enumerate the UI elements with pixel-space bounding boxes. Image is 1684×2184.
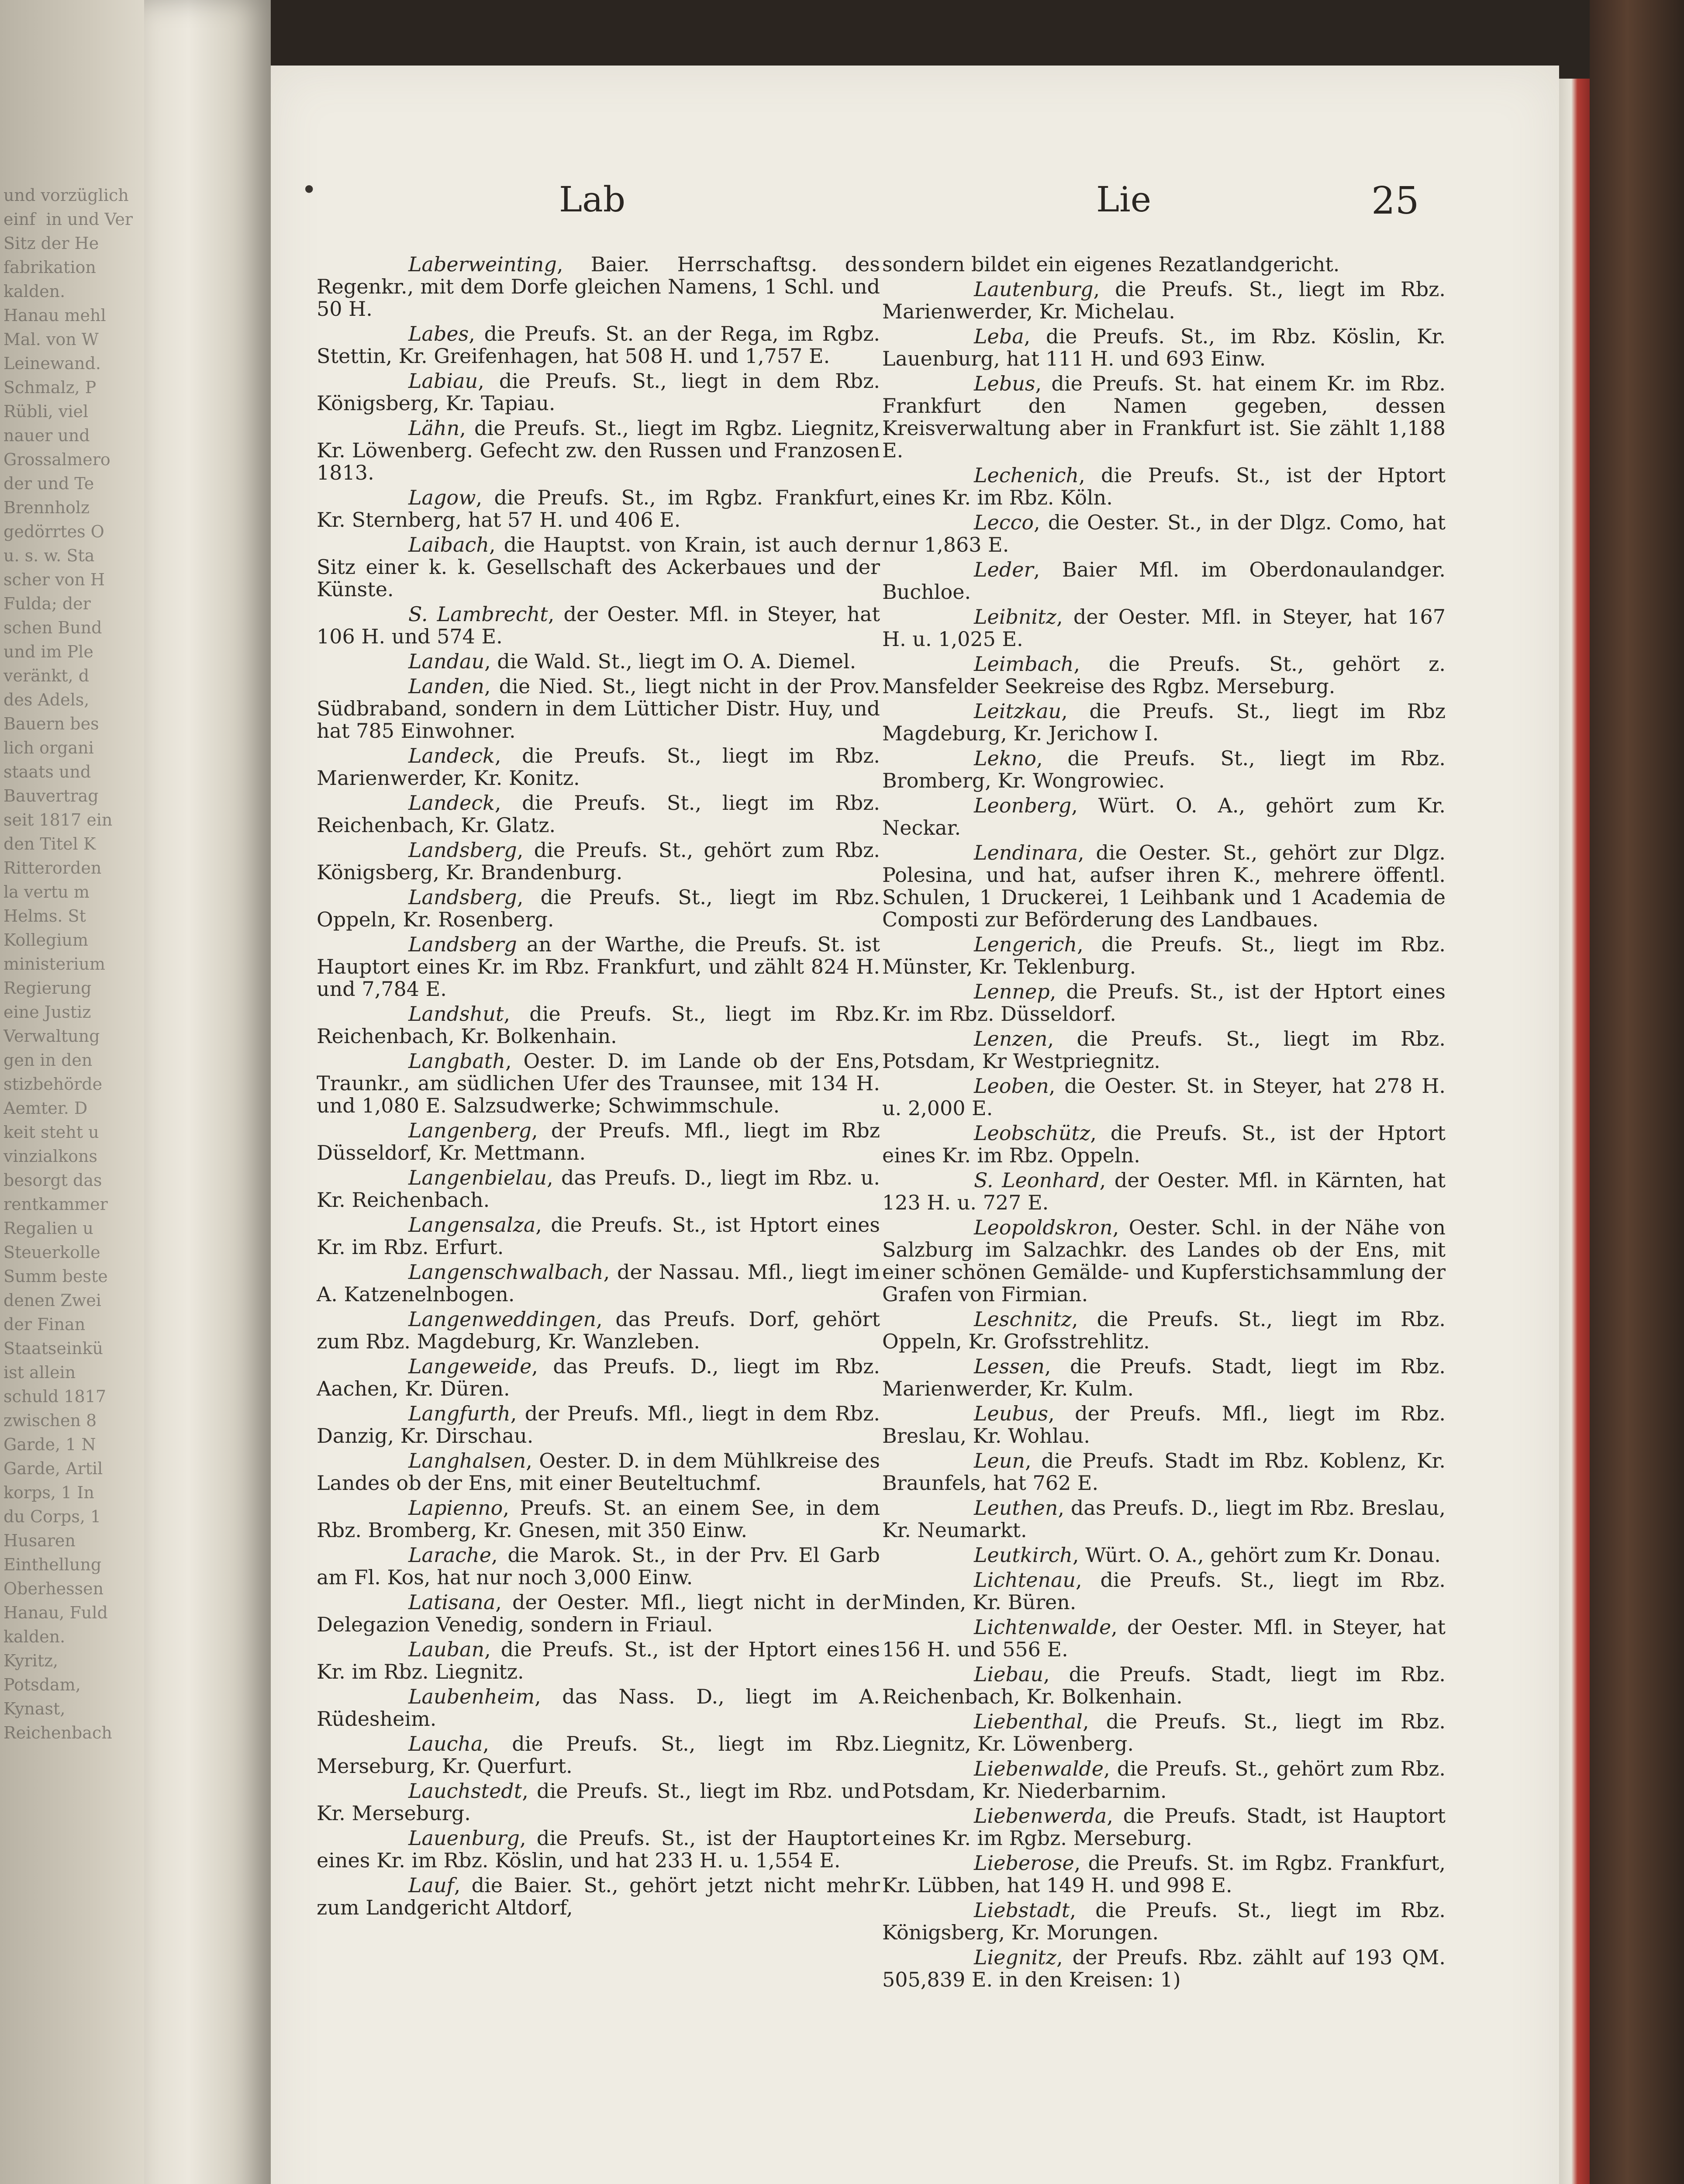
running-head-left: Lab (559, 179, 626, 220)
facing-page-left (0, 0, 166, 2184)
facing-page-line: ist allein (3, 1363, 76, 1382)
entry-text: , das Nass. D., liegt im A. Rüdesheim. (317, 1685, 880, 1731)
dictionary-entry (882, 795, 1446, 839)
entry-headword: Liebstadt (974, 1898, 1070, 1922)
entry-text: , der Oester. Mfl. in Kärnten, hat 123 H. u. 727 E. (882, 1168, 1446, 1214)
facing-page-line: schuld 1817 (3, 1387, 106, 1406)
entry-text: , die Preufs. St., liegt im Rbz. Liegnitz, Kr. Löwenberg. (882, 1710, 1446, 1755)
facing-page-line: u. s. w. Sta (3, 546, 95, 565)
text-column-left (317, 253, 880, 1921)
entry-headword: Langbath (408, 1049, 506, 1073)
entry-text: , die Oester. St. in Steyer, hat 278 H. u. 2,000 E. (882, 1074, 1446, 1120)
entry-text: , das Preufs. D., liegt im Rbz. Aachen, Kr. Düren. (317, 1355, 880, 1400)
dictionary-entry (882, 700, 1446, 745)
entry-headword: Landsberg (408, 933, 517, 956)
entry-text: , die Preufs. St., ist der Hptort eines Kr. im Rbz. Düsseldorf. (882, 980, 1446, 1026)
facing-page-line: scher von H (3, 570, 105, 589)
dictionary-entry (882, 1569, 1446, 1614)
facing-page-line: Verwaltung (3, 1026, 100, 1046)
running-head-right: Lie (1096, 179, 1152, 220)
dictionary-entry (317, 370, 880, 415)
entry-headword: Lapienno (408, 1496, 503, 1520)
entry-text: , die Baier. St., gehört jetzt nicht mehr zum Landgericht Altdorf, (317, 1873, 880, 1919)
entry-text: , Preufs. St. an einem See, in dem Rbz. Bromberg, Kr. Gnesen, mit 350 Einw. (317, 1496, 880, 1542)
dictionary-entry (882, 1216, 1446, 1306)
facing-page-line: Grossalmero (3, 450, 110, 469)
entry-text: , die Preufs. Stadt im Rbz. Koblenz, Kr. Braunfels, hat 762 E. (882, 1449, 1446, 1495)
dictionary-entry (882, 1899, 1446, 1944)
entry-text: , die Preufs. St. an der Rega, im Rgbz. Stettin, Kr. Greifenhagen, hat 508 H. und 1,757 E. (317, 322, 880, 368)
facing-page-line: Schmalz, P (3, 378, 97, 397)
entry-headword: Lennep (974, 980, 1050, 1003)
entry-headword: Landshut (408, 1002, 504, 1026)
entry-headword: Lauenburg (408, 1826, 520, 1850)
facing-page-line: Bauvertrag (3, 786, 99, 805)
entry-text: , die Preufs. St. hat einem Kr. im Rbz. Frankfurt den Namen gegeben, dessen Kreisverwaltung aber in Frankfurt ist. Sie zählt 1,188 E. (882, 372, 1446, 462)
dictionary-entry (882, 1711, 1446, 1755)
facing-page-line: keit steht u (3, 1123, 99, 1142)
entry-headword: Leitzkau (974, 699, 1062, 723)
dictionary-entry (317, 792, 880, 836)
dictionary-entry (882, 1355, 1446, 1400)
entry-text: , Oester. D. im Lande ob der Ens, Traunkr., am südlichen Ufer des Traunsee, mit 134 H. und 1,080 E. Salzsudwerke; Schwimmschule. (317, 1049, 880, 1117)
dictionary-entry (882, 511, 1446, 556)
dictionary-entry (317, 534, 880, 601)
entry-headword: Leubus (974, 1402, 1049, 1425)
facing-page-line: kalden. (3, 282, 66, 301)
entry-text: , das Preufs. Dorf, gehört zum Rbz. Magdeburg, Kr. Wanzleben. (317, 1307, 880, 1353)
dictionary-entry (882, 278, 1446, 323)
facing-page-line: Reichenbach (3, 1723, 112, 1742)
dictionary-entry (317, 1874, 880, 1919)
entry-text: , die Preufs. St. im Rgbz. Frankfurt, Kr. Lübben, hat 149 H. und 998 E. (882, 1851, 1446, 1897)
entry-text: , die Preufs. St., liegt in dem Rbz. Königsberg, Kr. Tapiau. (317, 369, 880, 415)
dictionary-entry (882, 1169, 1446, 1214)
entry-text: sondern bildet ein eigenes Rezatlandgericht. (882, 252, 1340, 276)
dictionary-entry (882, 464, 1446, 509)
entry-text: , die Preufs. St., liegt im Rgbz. Liegnitz, Kr. Löwenberg. Gefecht zw. den Russen und Franzosen 1813. (317, 416, 880, 484)
entry-headword: Landeck (408, 744, 495, 767)
entry-text: , die Oester. St., in der Dlgz. Como, hat nur 1,863 E. (882, 511, 1446, 556)
facing-page-line: Ritterorden (3, 858, 102, 878)
facing-page-line: la vertu m (3, 882, 90, 902)
entry-headword: Lichtenau (974, 1568, 1076, 1592)
entry-text: , die Preufs. St., ist der Hptort eines Kr. im Rbz. Liegnitz. (317, 1638, 880, 1683)
facing-page-line: staats und (3, 762, 91, 781)
entry-text: , die Preufs. St., gehört z. Mansfelder Seekreise des Rgbz. Merseburg. (882, 652, 1446, 698)
entry-headword: Leder (974, 558, 1034, 581)
entry-headword: Labes (408, 322, 469, 346)
entry-text: , das Preufs. D., liegt im Rbz. Breslau, Kr. Neumarkt. (882, 1496, 1446, 1542)
header-dot: • (301, 175, 317, 205)
facing-page-line: der Finan (3, 1315, 86, 1334)
dictionary-entry (317, 745, 880, 789)
entry-headword: Lichtenwalde (974, 1615, 1111, 1639)
text-column-right (882, 253, 1446, 1994)
dictionary-entry (317, 675, 880, 742)
entry-text: , die Preufs. St., liegt im Rbz. Merseburg, Kr. Querfurt. (317, 1732, 880, 1778)
entry-text: , die Preufs. St., gehört zum Rbz. Potsdam, Kr. Niederbarnim. (882, 1757, 1446, 1803)
entry-headword: Laberweinting (408, 252, 557, 276)
facing-page-line: Helms. St (3, 906, 86, 926)
entry-headword: Leonberg (974, 794, 1072, 817)
entry-headword: Liebenwalde (974, 1757, 1104, 1780)
entry-text: , die Preufs. St., liegt im Rbz. Reichenbach, Kr. Glatz. (317, 791, 880, 837)
entry-text: , Würt. O. A., gehört zum Kr. Neckar. (882, 794, 1446, 840)
entry-headword: Leutkirch (974, 1543, 1073, 1567)
entry-text: , die Preufs. St., ist der Hptort eines Kr. im Rbz. Köln. (882, 463, 1446, 509)
entry-text: , die Hauptst. von Krain, ist auch der Sitz einer k. k. Gesellschaft des Ackerbaues und der Künste. (317, 533, 880, 601)
facing-page-line: Regierung (3, 978, 92, 998)
entry-headword: Landeck (408, 791, 495, 815)
entry-text: , die Oester. St., gehört zur Dlgz. Polesina, und hat, aufser ihren K., mehrere öffentl. Schulen, 1 Druckerei, 1 Leihbank und 1 Academia de Composti zur Beförderung des Landbaues. (882, 841, 1446, 931)
entry-text: an der Warthe, die Preufs. St. ist Hauptort eines Kr. im Rbz. Frankfurt, und zählt 824 H. und 7,784 E. (317, 933, 880, 1001)
dictionary-entry (882, 1544, 1446, 1566)
facing-page-line: rentkammer (3, 1195, 108, 1214)
facing-page-line: Rübli, viel (3, 402, 89, 421)
dictionary-entry (882, 981, 1446, 1025)
dictionary-entry (317, 839, 880, 884)
dictionary-entry (317, 603, 880, 648)
dictionary-entry (317, 1355, 880, 1400)
entry-text: , die Preufs. Stadt, ist Hauptort eines Kr. im Rgbz. Merseburg. (882, 1804, 1446, 1850)
dictionary-entry (317, 1733, 880, 1777)
entry-text: , die Marok. St., in der Prv. El Garb am Fl. Kos, hat nur noch 3,000 Einw. (317, 1543, 880, 1589)
facing-page-line: Leinewand. (3, 354, 101, 373)
entry-headword: Lendinara (974, 841, 1078, 864)
entry-text: , die Preufs. St., liegt im Rbz. Oppeln, Kr. Rosenberg. (317, 885, 880, 931)
dictionary-entry (882, 606, 1446, 650)
entry-text: , der Oester. Mfl. in Steyer, hat 156 H. und 556 E. (882, 1615, 1446, 1661)
dictionary-entry (317, 1214, 880, 1258)
dictionary-entry (882, 559, 1446, 603)
entry-headword: Langensalza (408, 1213, 536, 1237)
dictionary-entry (882, 1075, 1446, 1120)
facing-page-line: du Corps, 1 (3, 1507, 101, 1526)
entry-text: , die Preufs. St., liegt im Rbz Magdeburg, Kr. Jerichow I. (882, 699, 1446, 745)
entry-headword: Leimbach (974, 652, 1074, 676)
facing-page-line: einf in und Ver (3, 210, 133, 229)
dictionary-entry (317, 933, 880, 1000)
facing-page-line: Oberhessen (3, 1579, 104, 1598)
entry-text: , die Preufs. St., ist der Hauptort eines Kr. im Rbz. Köslin, und hat 233 H. u. 1,554 E. (317, 1826, 880, 1872)
dictionary-entry (882, 1946, 1446, 1991)
dictionary-entry (317, 417, 880, 484)
facing-page-line: Garde, 1 N (3, 1435, 96, 1454)
facing-page-line: lich organi (3, 738, 94, 757)
page-edge (1559, 79, 1590, 2184)
facing-page-line: Regalien u (3, 1219, 93, 1238)
entry-text: , Würt. O. A., gehört zum Kr. Donau. (1072, 1543, 1441, 1567)
entry-headword: Leuthen (974, 1496, 1058, 1520)
entry-text: , die Wald. St., liegt im O. A. Diemel. (484, 650, 856, 673)
facing-page-line: fabrikation (3, 258, 96, 277)
dictionary-entry (882, 373, 1446, 462)
entry-text: , die Preufs. St., im Rgbz. Frankfurt, Kr. Sternberg, hat 57 H. und 406 E. (317, 486, 880, 532)
facing-page-line: Bauern bes (3, 714, 99, 733)
entry-headword: Liebenthal (974, 1710, 1083, 1733)
entry-headword: Landen (408, 674, 484, 698)
entry-text: , die Preufs. St., liegt im Rbz. und Kr. Merseburg. (317, 1779, 880, 1825)
entry-text: , die Preufs. St., liegt im Rbz. Potsdam, Kr Westpriegnitz. (882, 1027, 1446, 1073)
entry-text: , der Preufs. Mfl., liegt in dem Rbz. Danzig, Kr. Dirschau. (317, 1402, 880, 1448)
dictionary-entry (317, 1050, 880, 1117)
facing-page-line: Fulda; der (3, 594, 91, 613)
entry-text: , Baier Mfl. im Oberdonaulandger. Buchloe. (882, 558, 1446, 604)
entry-headword: Lechenich (974, 463, 1079, 487)
entry-text: , Oester. Schl. in der Nähe von Salzburg im Salzachkr. des Landes ob der Ens, mit einer schönen Gemälde- und Kupferstichsammlung der Grafen von Firmian. (882, 1216, 1446, 1306)
facing-page-line: eine Justiz (3, 1002, 91, 1022)
dictionary-entry (317, 886, 880, 931)
dictionary-entry (882, 253, 1446, 276)
entry-headword: Lauban (408, 1638, 485, 1661)
dictionary-entry (317, 1403, 880, 1447)
dictionary-entry (317, 1003, 880, 1047)
facing-page-line: gedörrtes O (3, 522, 104, 541)
entry-text: , die Preufs. St., im Rbz. Köslin, Kr. Lauenburg, hat 111 H. und 693 Einw. (882, 325, 1446, 370)
entry-text: , der Oester. Mfl., liegt nicht in der Delegazion Venedig, sondern in Friaul. (317, 1590, 880, 1636)
facing-page-line: und im Ple (3, 642, 93, 661)
dictionary-entry (317, 323, 880, 367)
dictionary-entry (882, 1450, 1446, 1494)
dictionary-entry (317, 1120, 880, 1164)
dictionary-entry (882, 933, 1446, 978)
facing-page-line: zwischen 8 (3, 1411, 97, 1430)
book-cover (1590, 0, 1684, 2184)
facing-page-line: schen Bund (3, 618, 102, 637)
entry-text: , der Oester. Mfl. in Steyer, hat 167 H. u. 1,025 E. (882, 605, 1446, 651)
facing-page-line: des Adels, (3, 690, 90, 709)
entry-text: , die Preufs. St., liegt im Rbz. Reichenbach, Kr. Bolkenhain. (317, 1002, 880, 1048)
entry-headword: Leobschütz (974, 1121, 1090, 1145)
entry-text: , der Preufs. Mfl., liegt im Rbz. Breslau, Kr. Wohlau. (882, 1402, 1446, 1448)
facing-page-line: nauer und (3, 426, 90, 445)
entry-text: , die Nied. St., liegt nicht in der Prov. Südbraband, sondern in dem Lütticher Distr. Huy, und hat 785 Einwohner. (317, 674, 880, 743)
facing-page-line: Steuerkolle (3, 1243, 100, 1262)
entry-text: , die Preufs. St., ist Hptort eines Kr. im Rbz. Erfurt. (317, 1213, 880, 1259)
entry-text: , Baier. Herrschaftsg. des Regenkr., mit dem Dorfe gleichen Namens, 1 Schl. und 50 H. (317, 252, 880, 321)
facing-page-line: Hanau, Fuld (3, 1603, 108, 1622)
entry-headword: Larache (408, 1543, 491, 1567)
entry-text: , der Nassau. Mfl., liegt im A. Katzenelnbogen. (317, 1260, 880, 1306)
facing-page-line: Kyritz, (3, 1651, 59, 1670)
entry-text: , die Preufs. St., liegt im Rbz. Bromberg, Kr. Wongrowiec. (882, 746, 1446, 792)
dictionary-entry (882, 653, 1446, 698)
entry-headword: Lecco (974, 511, 1034, 534)
entry-headword: Leoben (974, 1074, 1049, 1098)
entry-headword: Liebenwerda (974, 1804, 1107, 1828)
facing-page-line: vinzialkons (3, 1147, 97, 1166)
facing-page-line: und vorzüglich (3, 186, 129, 205)
dictionary-entry (317, 1827, 880, 1872)
entry-headword: Lieberose (974, 1851, 1074, 1875)
entry-headword: Lessen (974, 1355, 1045, 1378)
facing-page-line: Summ beste (3, 1267, 108, 1286)
entry-headword: Liegnitz (974, 1946, 1056, 1969)
facing-page-line: der und Te (3, 474, 94, 493)
entry-text: , Oester. D. in dem Mühlkreise des Landes ob der Ens, mit einer Beuteltuchmf. (317, 1449, 880, 1495)
entry-headword: Langenschwalbach (408, 1260, 604, 1284)
entry-headword: Leschnitz (974, 1307, 1072, 1331)
entry-headword: Labiau (408, 369, 478, 393)
entry-headword: Lautenburg (974, 277, 1094, 301)
facing-page-line: Garde, Artil (3, 1459, 103, 1478)
entry-headword: Laucha (408, 1732, 483, 1755)
dictionary-entry (317, 487, 880, 531)
entry-headword: Landau (408, 650, 485, 673)
dictionary-entry (317, 1544, 880, 1589)
entry-headword: Leopoldskron (974, 1216, 1113, 1239)
entry-headword: Lauchstedt (408, 1779, 522, 1803)
dictionary-entry (317, 1686, 880, 1730)
dictionary-entry (317, 1780, 880, 1825)
dictionary-entry (317, 1638, 880, 1683)
facing-page-line: Staatseinkü (3, 1339, 103, 1358)
facing-page-line: seit 1817 ein (3, 810, 113, 829)
entry-text: , die Preufs. Stadt, liegt im Rbz. Reichenbach, Kr. Bolkenhain. (882, 1662, 1446, 1708)
page-number: 25 (1371, 179, 1419, 223)
facing-page-line: ministerium (3, 954, 105, 974)
dictionary-entry (317, 1497, 880, 1541)
facing-page-line: korps, 1 In (3, 1483, 94, 1502)
entry-headword: Latisana (408, 1590, 496, 1614)
entry-headword: Lebus (974, 372, 1035, 395)
facing-page-line: kalden. (3, 1627, 66, 1646)
entry-headword: S. Lambrecht (408, 602, 548, 626)
facing-page-line: denen Zwei (3, 1291, 101, 1310)
dictionary-entry (882, 325, 1446, 370)
facing-page-line: Kynast, (3, 1699, 66, 1718)
entry-headword: Langeweide (408, 1355, 532, 1378)
dictionary-entry (317, 650, 880, 673)
entry-headword: Langenweddingen (408, 1307, 597, 1331)
entry-headword: Langfurth (408, 1402, 511, 1425)
dictionary-entry (317, 1591, 880, 1636)
dictionary-entry (317, 1167, 880, 1211)
dictionary-entry (317, 1261, 880, 1306)
dictionary-entry (882, 1616, 1446, 1661)
dictionary-entry (882, 1028, 1446, 1072)
entry-headword: Leba (974, 325, 1024, 348)
facing-page-line: Kollegium (3, 930, 89, 950)
facing-page-line: den Titel K (3, 834, 96, 854)
facing-page-line: Sitz der He (3, 234, 99, 253)
entry-headword: Leibnitz (974, 605, 1056, 629)
facing-page-line: Potsdam, (3, 1675, 81, 1694)
dictionary-entry (882, 1663, 1446, 1708)
entry-headword: Lenzen (974, 1027, 1048, 1051)
entry-text: , die Preufs. Stadt, liegt im Rbz. Marienwerder, Kr. Kulm. (882, 1355, 1446, 1400)
entry-text: , die Preufs. St., liegt im Rbz. Königsberg, Kr. Morungen. (882, 1898, 1446, 1944)
facing-page-line: gen in den (3, 1051, 93, 1070)
dictionary-entry (882, 1852, 1446, 1897)
facing-page-line: Hanau mehl (3, 306, 106, 325)
entry-headword: Lengerich (974, 933, 1077, 956)
dictionary-entry (882, 1805, 1446, 1849)
entry-headword: Laubenheim (408, 1685, 535, 1708)
dictionary-entry (882, 1308, 1446, 1353)
page-fold (144, 0, 271, 2184)
dictionary-entry (882, 842, 1446, 931)
entry-headword: Langenbielau (408, 1166, 547, 1189)
entry-headword: Laibach (408, 533, 489, 556)
facing-page-line: Mal. von W (3, 330, 99, 349)
entry-text: , die Preufs. St., liegt im Rbz. Minden, Kr. Büren. (882, 1568, 1446, 1614)
facing-page-line: Einthellung (3, 1555, 102, 1574)
entry-headword: Lagow (408, 486, 476, 509)
dictionary-entry (317, 1450, 880, 1494)
facing-page-line: Husaren (3, 1531, 76, 1550)
entry-headword: Liebau (974, 1662, 1043, 1686)
entry-text: , die Preufs. St., liegt im Rbz. Münster, Kr. Teklenburg. (882, 933, 1446, 978)
entry-headword: S. Leonhard (974, 1168, 1100, 1192)
entry-headword: Langenberg (408, 1119, 531, 1142)
entry-text: , die Preufs. St., liegt im Rbz. Oppeln, Kr. Grofsstrehlitz. (882, 1307, 1446, 1353)
dictionary-entry (882, 1403, 1446, 1447)
entry-headword: Lähn (408, 416, 460, 440)
entry-headword: Lekno (974, 746, 1036, 770)
entry-headword: Landsberg (408, 885, 517, 909)
entry-text: , das Preufs. D., liegt im Rbz. u. Kr. Reichenbach. (317, 1166, 880, 1212)
facing-page-text (3, 183, 161, 1745)
entry-text: , der Preufs. Mfl., liegt im Rbz Düsseldorf, Kr. Mettmann. (317, 1119, 880, 1165)
dictionary-entry (882, 1497, 1446, 1541)
dictionary-entry (317, 253, 880, 320)
facing-page-line: veränkt, d (3, 666, 90, 685)
entry-text: , die Preufs. St., liegt im Rbz. Marienwerder, Kr. Michelau. (882, 277, 1446, 323)
entry-headword: Lauf (408, 1873, 454, 1897)
entry-text: , der Preufs. Rbz. zählt auf 193 QM. 505,839 E. in den Kreisen: 1) (882, 1946, 1446, 1991)
facing-page-line: stizbehörde (3, 1075, 103, 1094)
entry-text: , die Preufs. St., ist der Hptort eines Kr. im Rbz. Oppeln. (882, 1121, 1446, 1167)
entry-text: , die Preufs. St., liegt im Rbz. Marienwerder, Kr. Konitz. (317, 744, 880, 790)
dictionary-entry (882, 747, 1446, 792)
entry-text: , die Preufs. St., gehört zum Rbz. Königsberg, Kr. Brandenburg. (317, 838, 880, 884)
dictionary-entry (317, 1308, 880, 1353)
entry-headword: Landsberg (408, 838, 517, 862)
entry-text: , der Oester. Mfl. in Steyer, hat 106 H. und 574 E. (317, 602, 880, 648)
facing-page-line: Brennholz (3, 498, 90, 517)
entry-headword: Leun (974, 1449, 1025, 1472)
entry-headword: Langhalsen (408, 1449, 526, 1472)
facing-page-line: besorgt das (3, 1171, 102, 1190)
dictionary-entry (882, 1122, 1446, 1167)
facing-page-line: Aemter. D (3, 1099, 88, 1118)
dictionary-entry (882, 1758, 1446, 1802)
